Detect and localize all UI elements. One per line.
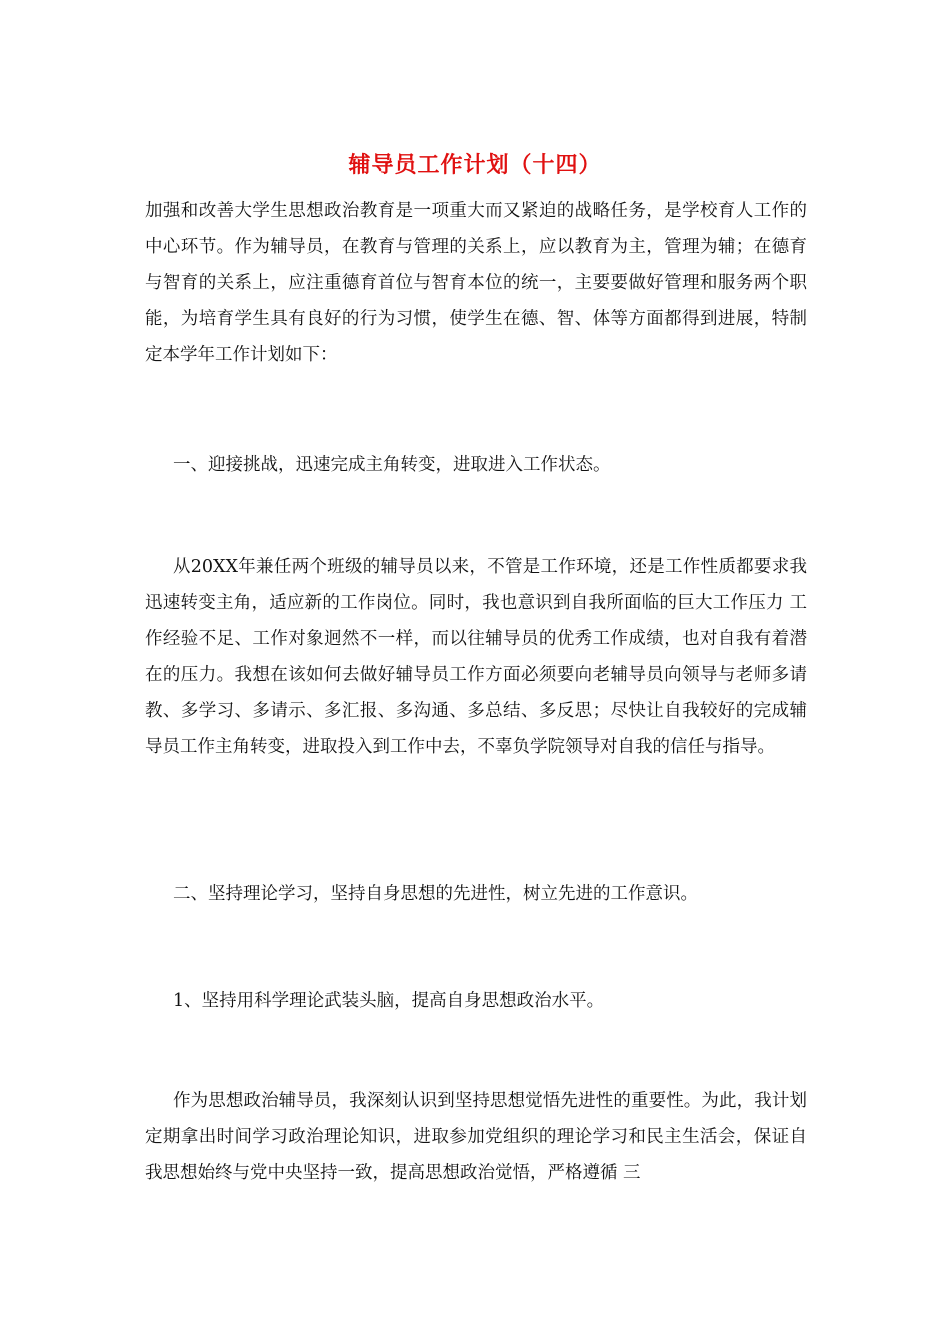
body-paragraph-2: 作为思想政治辅导员，我深刻认识到坚持思想觉悟先进性的重要性。为此，我计划定期拿出时间学习政治理论知识，进取参加党组织的理论学习和民主生活会，保证自我思想始终与党中央坚持一致，提高思想政治觉悟，严格遵循 三 (145, 1091, 807, 1183)
document-title: 辅导员工作计划（十四） (348, 152, 602, 178)
body-paragraph-1: 从20XX年兼任两个班级的辅导员以来，不管是工作环境，还是工作性质都要求我迅速转变主角，适应新的工作岗位。同时，我也意识到自我所面临的巨大工作压力 工作经验不足、工作对象迥然不一样，而以往辅导员的优秀工作成绩，也对自我有着潜在的压力。我想在该如何去做好辅导员工作方面必须要向老辅导员向领导与老师多请教、多学习、多请示、多汇报、多沟通、多总结、多反思；尽快让自我较好的完成辅导员工作主角转变，进取投入到工作中去，不辜负学院领导对自我的信任与指导。 (145, 557, 807, 757)
intro-paragraph: 加强和改善大学生思想政治教育是一项重大而又紧迫的战略任务，是学校育人工作的中心环节。作为辅导员，在教育与管理的关系上，应以教育为主，管理为辅；在德育与智育的关系上，应注重德育首位与智育本位的统一，主要要做好管理和服务两个职能，为培育学生具有良好的行为习惯，使学生在德、智、体等方面都得到进展，特制定本学年工作计划如下： (145, 201, 807, 365)
section-heading-1: 一、迎接挑战，迅速完成主角转变，进取进入工作状态。 (173, 455, 611, 475)
section-heading-2: 二、坚持理论学习，坚持自身思想的先进性，树立先进的工作意识。 (173, 884, 698, 904)
subsection-heading-1: 1、坚持用科学理论武装头脑，提高自身思想政治水平。 (173, 991, 605, 1011)
